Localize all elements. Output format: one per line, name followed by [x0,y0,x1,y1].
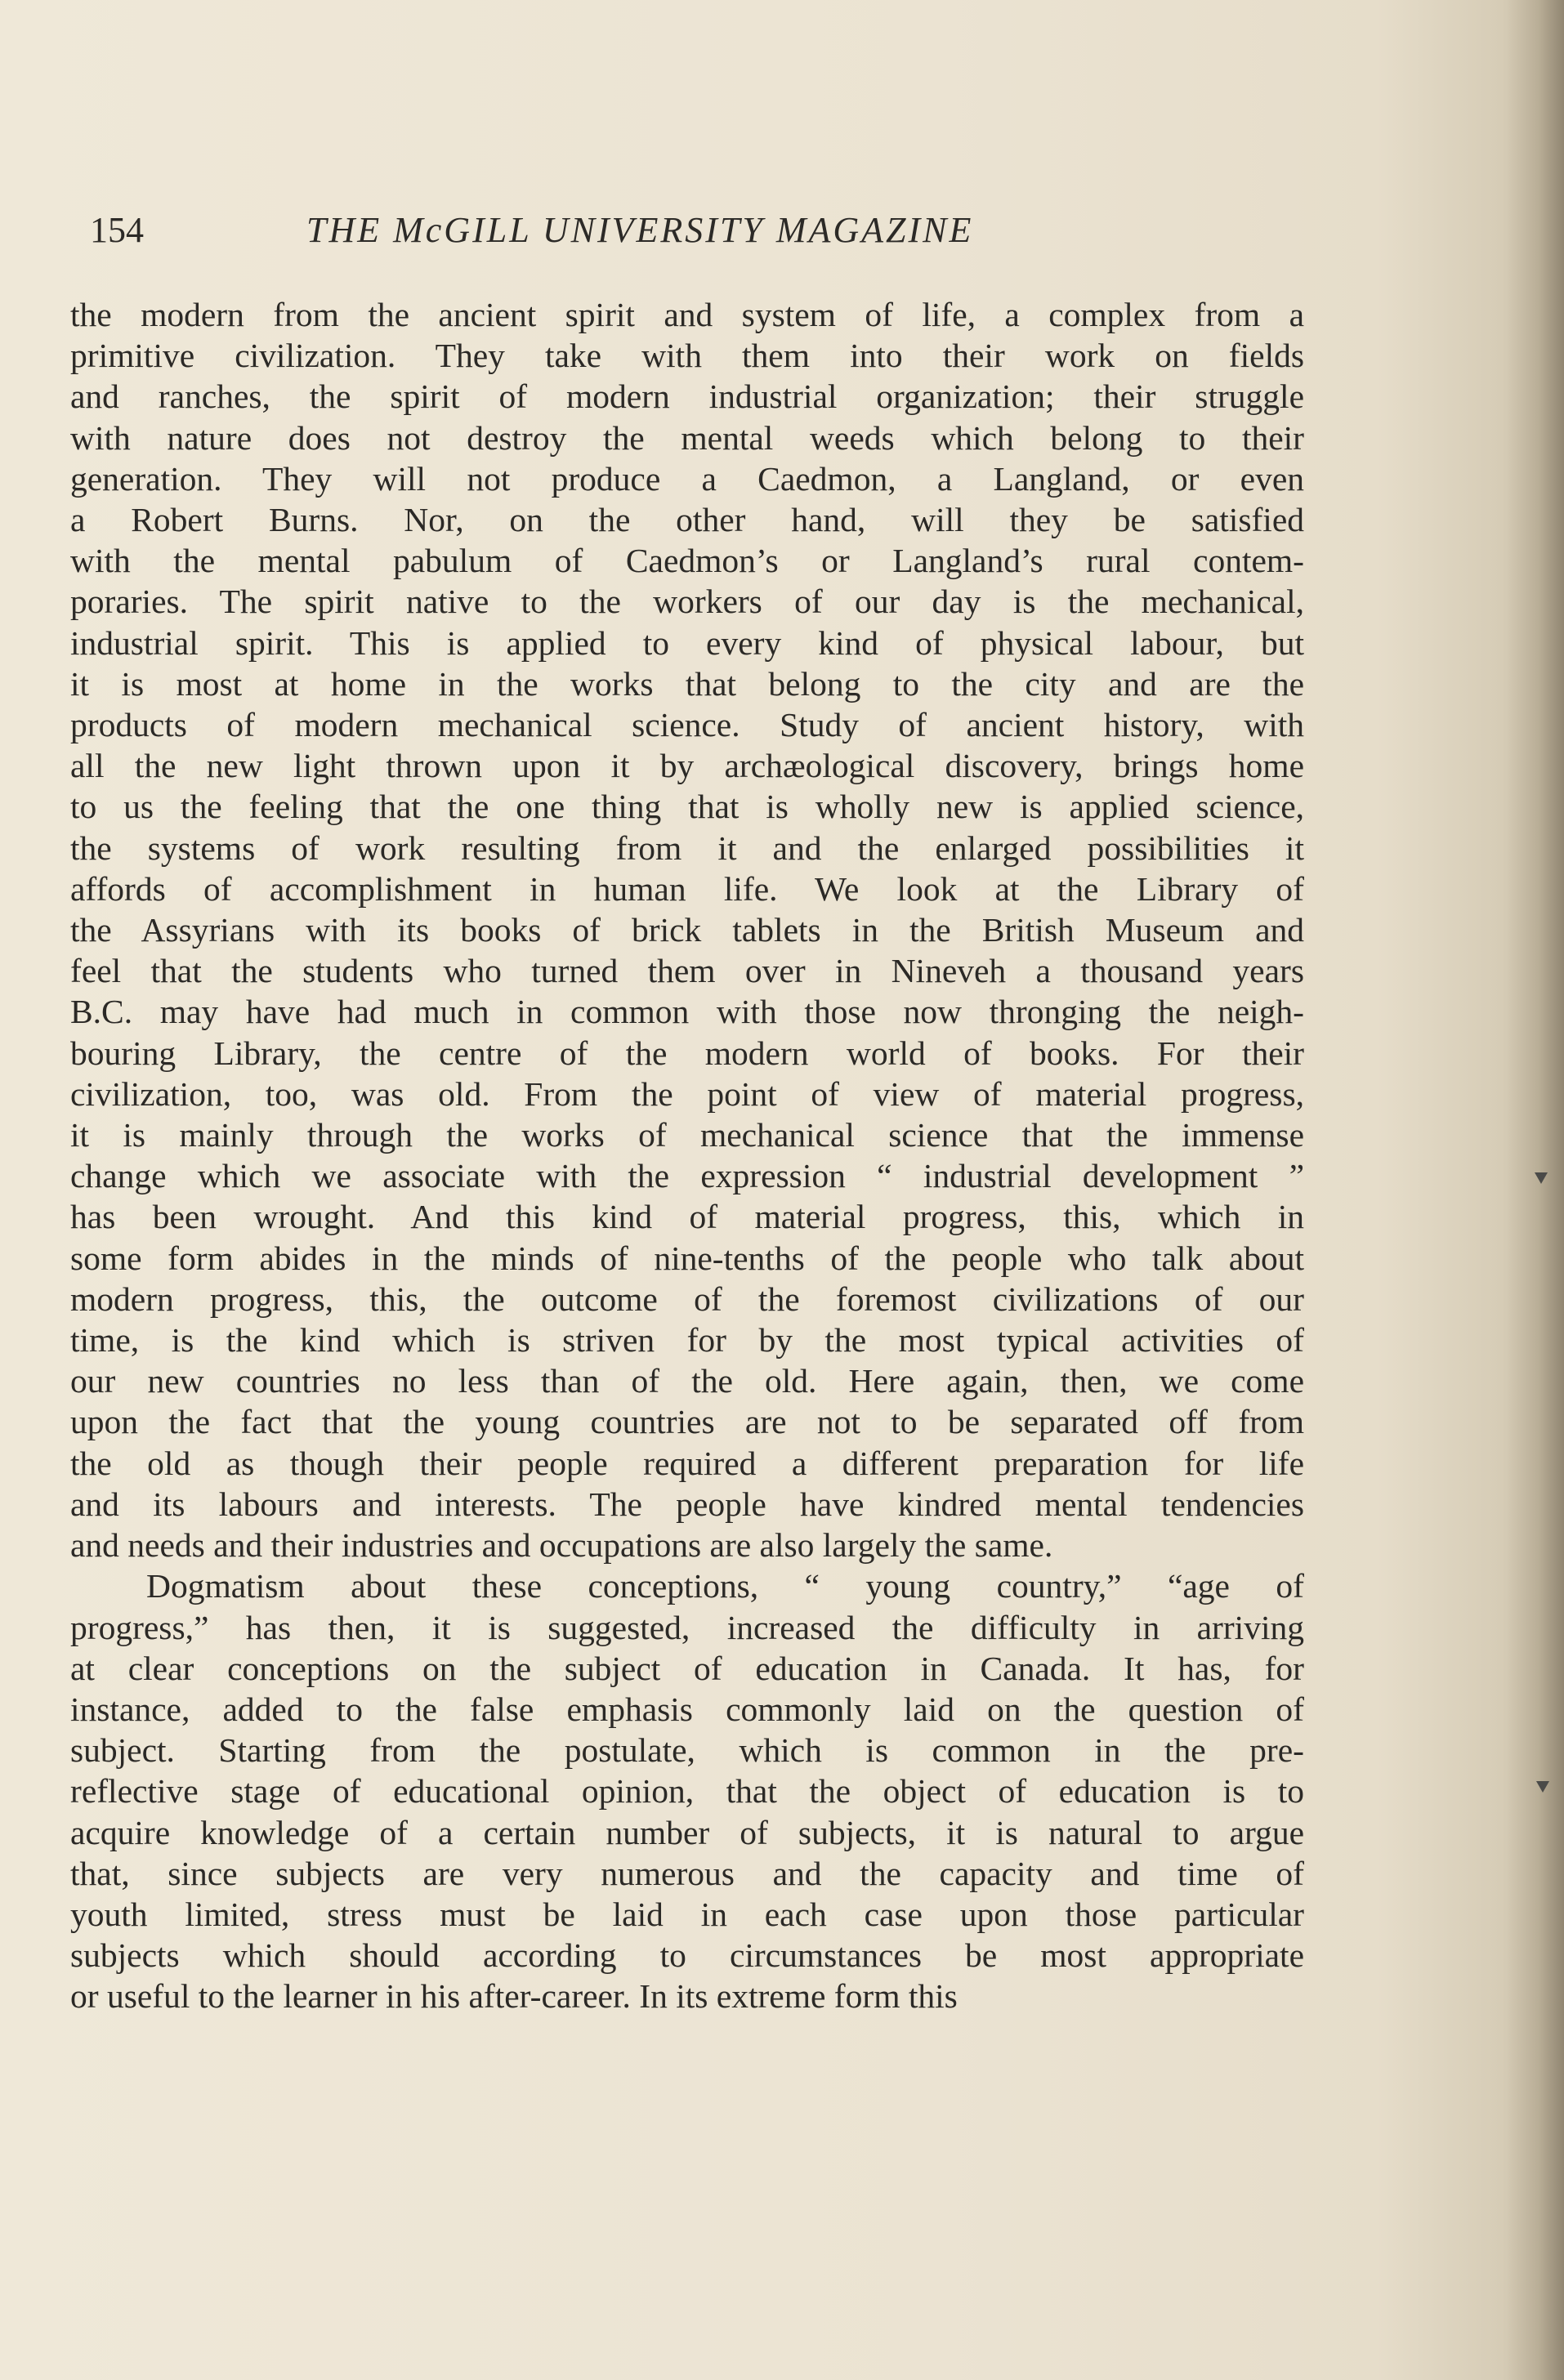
text-line: with the mental pabulum of Caedmon’s or Langland’s rural contem- [70,542,1304,580]
text-line: feel that the students who turned them over in Nineveh a thousand years [70,952,1304,990]
text-line: the systems of work resulting from it and the enlarged possibilities it [70,828,1304,867]
text-line: reflective stage of educational opinion, that the object of education is to [70,1772,1304,1811]
text-line: poraries. The spirit native to the workers of our day is the mechanical, [70,583,1304,621]
body-text [70,294,1304,2017]
paragraph [70,294,1304,1565]
text-line: subjects which should according to circumstances be most appropriate [70,1936,1304,1975]
text-line: with nature does not destroy the mental weeds which belong to their [70,418,1304,457]
text-line: youth limited, stress must be laid in each case upon those particular [70,1895,1304,1933]
text-line: and needs and their industries and occupations are also largely the same. [70,1526,1053,1565]
text-line: it is most at home in the works that belong to the city and are the [70,664,1304,703]
text-line: modern progress, this, the outcome of the foremost civilizations of our [70,1279,1304,1318]
text-line: a Robert Burns. Nor, on the other hand, will they be satisfied [70,501,1304,539]
running-title: THE McGILL UNIVERSITY MAGAZINE [306,210,974,250]
text-line: time, is the kind which is striven for by the most typical activities of [70,1321,1304,1360]
text-line: and its labours and interests. The people have kindred mental tendencies [70,1485,1304,1523]
text-line: all the new light thrown upon it by archæological discovery, brings home [70,747,1304,785]
text-line: some form abides in the minds of nine-tenths of the people who talk about [70,1239,1304,1277]
margin-mark [1536,1781,1549,1793]
text-line: at clear conceptions on the subject of education in Canada. It has, for [70,1649,1304,1687]
text-line: subject. Starting from the postulate, which is common in the pre- [70,1731,1304,1770]
page-gutter-shadow [1507,0,1564,2380]
text-line: bouring Library, the centre of the modern world of books. For their [70,1034,1304,1072]
text-line: instance, added to the false emphasis commonly laid on the question of [70,1690,1304,1728]
page-header [90,204,1103,261]
margin-mark [1535,1172,1548,1184]
text-line: that, since subjects are very numerous and the capacity and time of [70,1854,1304,1892]
text-line: progress,” has then, it is suggested, increased the difficulty in arriving [70,1608,1304,1646]
text-line: Dogmatism about these conceptions, “ young country,” “age of [146,1567,1304,1605]
text-line: civilization, too, was old. From the point of view of material progress, [70,1074,1304,1113]
text-line: acquire knowledge of a certain number of subjects, it is natural to argue [70,1813,1304,1851]
text-line: it is mainly through the works of mechanical science that the immense [70,1116,1304,1154]
text-line: affords of accomplishment in human life. We look at the Library of [70,869,1304,908]
text-line: our new countries no less than of the old. Here again, then, we come [70,1362,1304,1400]
text-line: has been wrought. And this kind of material progress, this, which in [70,1198,1304,1236]
text-line: or useful to the learner in his after-career. In its extreme form this [70,1977,958,2016]
text-line: the old as though their people required a different preparation for life [70,1444,1304,1482]
paragraph [70,1565,1304,2016]
text-line: generation. They will not produce a Caedmon, a Langland, or even [70,459,1304,498]
text-line: the modern from the ancient spirit and system of life, a complex from a [70,296,1304,333]
text-line: the Assyrians with its books of brick tablets in the British Museum and [70,911,1304,949]
text-line: change which we associate with the expression “ industrial development ” [70,1157,1304,1195]
text-line: and ranches, the spirit of modern industrial organization; their struggle [70,377,1304,416]
text-line: to us the feeling that the one thing that is wholly new is applied science, [70,788,1304,826]
text-line: primitive civilization. They take with them into their work on fields [70,337,1304,375]
text-line: industrial spirit. This is applied to every kind of physical labour, but [70,623,1304,662]
text-line: B.C. may have had much in common with those now thronging the neigh- [70,993,1304,1031]
text-line: products of modern mechanical science. Study of ancient history, with [70,706,1304,744]
text-line: upon the fact that the young countries are not to be separated off from [70,1403,1304,1441]
page-number: 154 [90,210,144,250]
